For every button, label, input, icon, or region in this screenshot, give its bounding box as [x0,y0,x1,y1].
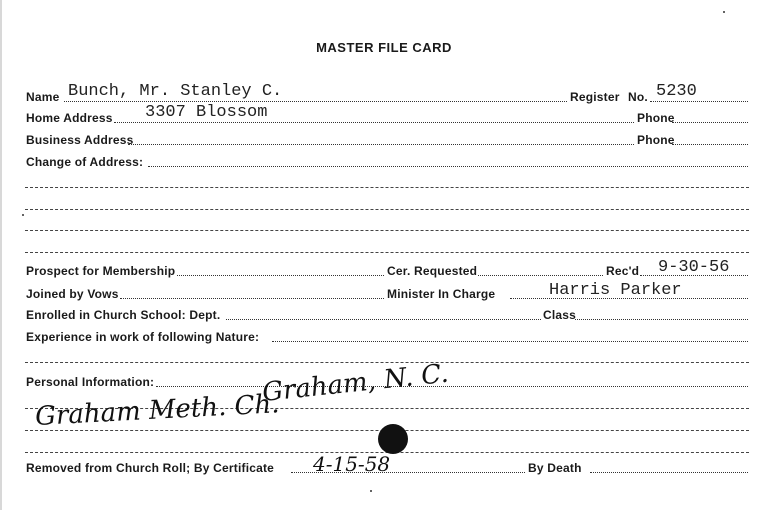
business-address-label: Business Address [26,133,134,147]
joined-label: Joined by Vows [26,287,119,301]
blank-line-1 [25,187,749,188]
recd-label: Rec'd [606,264,640,278]
change-of-address-label: Change of Address: [26,155,144,169]
class-line [575,319,748,320]
card-left-edge [0,0,2,510]
enrolled-label: Enrolled in Church School: Dept. [26,308,221,322]
blank-line-4 [25,252,749,253]
experience-label: Experience in work of following Nature: [26,330,260,344]
removed-date-value: 4-15-58 [313,452,391,476]
minister-value: Harris Parker [549,281,682,300]
blank-line-2 [25,209,749,210]
by-death-line [590,472,748,473]
removed-label: Removed from Church Roll; By Certificate [26,461,275,475]
handwritten-graham-meth-ch: Graham Meth. Ch. [34,389,281,432]
recd-value: 9-30-56 [658,258,730,277]
handwritten-graham-nc: Graham, N. C. [260,358,450,408]
register-no-label: No. [628,90,648,104]
phone2-line [672,144,748,145]
home-address-label: Home Address [26,111,113,125]
blank-line-3 [25,230,749,231]
minister-label: Minister In Charge [387,287,496,301]
prospect-line [177,275,384,276]
blank-line-5 [25,362,749,363]
phone2-label: Phone [637,133,675,147]
register-label: Register [570,90,620,104]
name-value: Bunch, Mr. Stanley C. [68,82,283,101]
by-death-label: By Death [528,461,582,475]
cer-requested-label: Cer. Requested [387,264,478,278]
register-no-value: 5230 [656,82,697,101]
phone1-label: Phone [637,111,675,125]
joined-line [120,298,384,299]
home-address-value: 3307 Blossom [145,103,268,122]
business-address-line [128,144,634,145]
name-label: Name [26,90,60,104]
card-title: MASTER FILE CARD [316,40,452,55]
home-address-line [114,122,634,123]
speck-2 [370,490,372,492]
cer-requested-line [478,275,603,276]
personal-info-line [156,386,748,387]
speck-1 [723,11,725,13]
class-label: Class [543,308,577,322]
register-line [650,101,748,102]
ink-blot [378,424,408,454]
prospect-label: Prospect for Membership [26,264,176,278]
phone1-line [672,122,748,123]
enrolled-line [226,319,541,320]
speck-3 [22,214,24,216]
name-line [64,101,567,102]
change-address-line [148,166,748,167]
personal-info-label: Personal Information: [26,375,155,389]
experience-line [272,341,748,342]
